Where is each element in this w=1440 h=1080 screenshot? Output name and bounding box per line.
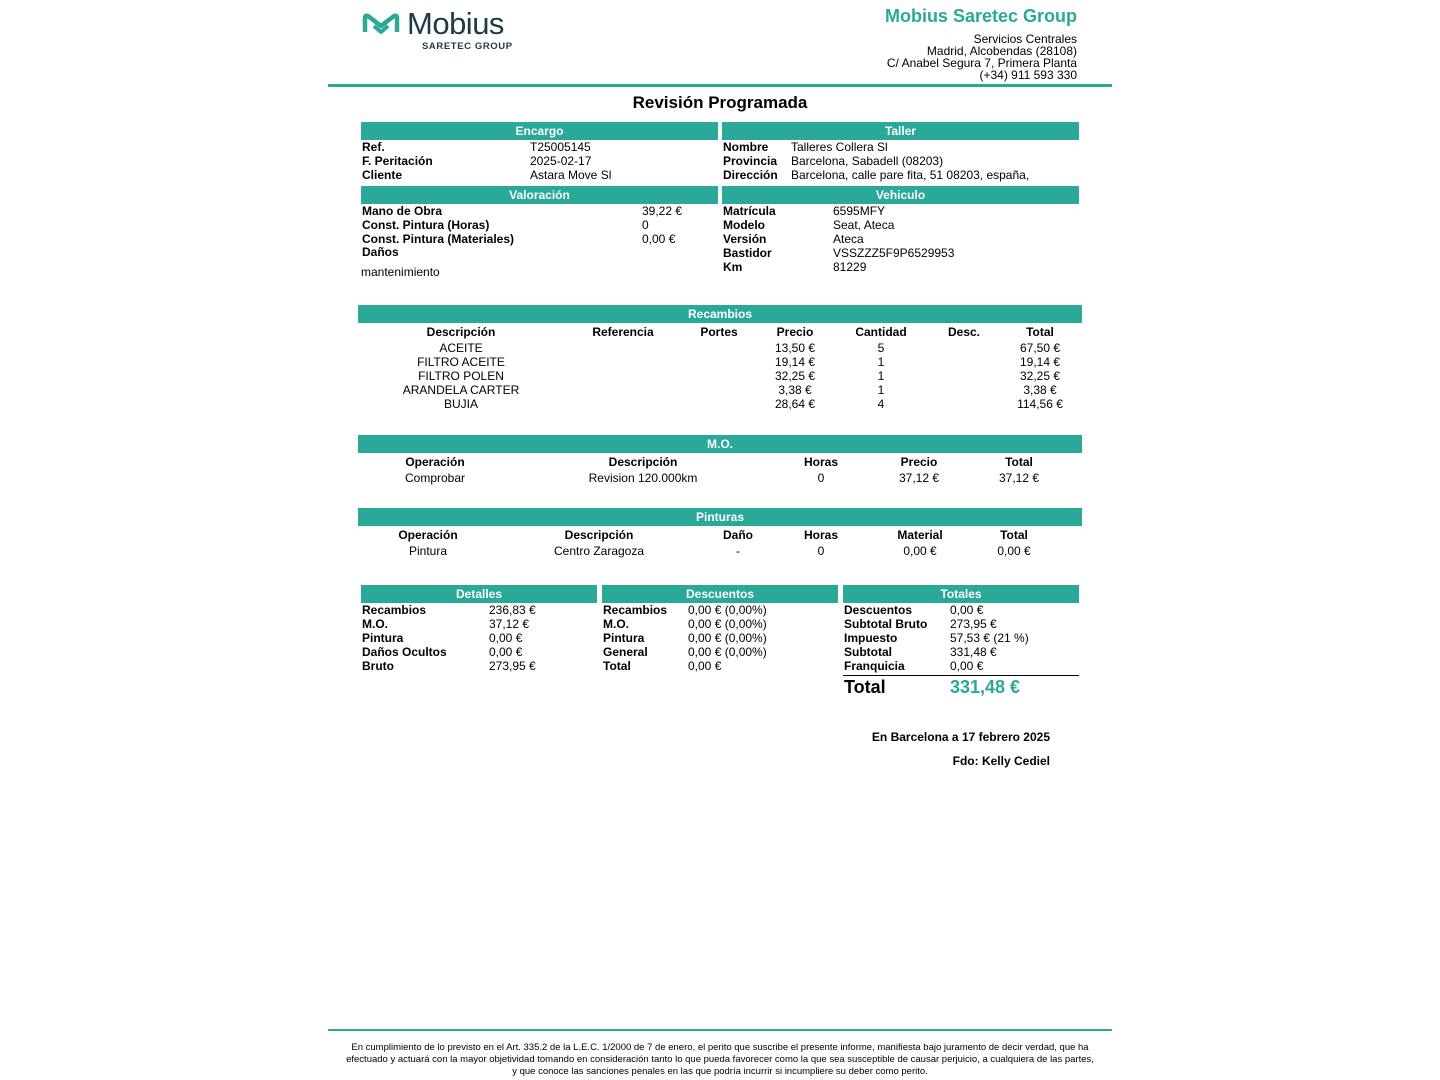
recambio-total: 32,25 € (1019, 369, 1061, 383)
legal-line: y que conoce las sanciones penales en las que podría incurrir si incumpliere su deber como perito. (512, 1066, 928, 1077)
totales-header: Totales (843, 585, 1079, 603)
totales-value: 331,48 € (950, 645, 997, 659)
totales-value: 0,00 € (950, 603, 984, 617)
valoracion-value: 0,00 € (642, 232, 676, 246)
descuentos-label: General (603, 645, 648, 659)
recambio-descripcion: FILTRO POLEN (418, 369, 504, 383)
detalles-value: 37,12 € (489, 617, 530, 631)
vehiculo-value: Seat, Ateca (833, 218, 895, 232)
mo-total: 37,12 € (998, 471, 1040, 485)
valoracion-value: 39,22 € (642, 204, 683, 218)
recambios-col-header: Total (1026, 325, 1054, 339)
recambio-cantidad: 1 (877, 383, 885, 397)
recambio-descripcion: BUJIA (443, 397, 479, 411)
recambio-descripcion: ACEITE (439, 341, 483, 355)
descuentos-value: 0,00 € (0,00%) (688, 645, 767, 659)
detalles-label: Recambios (362, 603, 427, 617)
mo-col-header: Operación (405, 455, 465, 469)
totales-label: Subtotal Bruto (844, 617, 928, 631)
pintura-dano: - (736, 544, 740, 558)
taller-label: Provincia (723, 154, 778, 168)
mo-col-header: Descripción (608, 455, 678, 469)
grand-total-label: Total (844, 677, 886, 697)
legal-footer (328, 1042, 1112, 1078)
encargo-value: T25005145 (530, 140, 591, 154)
pintura-operacion: Pintura (408, 544, 448, 558)
valoracion-label: Const. Pintura (Materiales) (362, 232, 515, 246)
vehiculo-value: 6595MFY (833, 204, 886, 218)
mo-precio: 37,12 € (898, 471, 940, 485)
recambio-precio: 32,25 € (774, 369, 816, 383)
descuentos-label: Recambios (603, 603, 668, 617)
encargo-value: Astara Move Sl (530, 168, 612, 182)
detalles-label: Daños Ocultos (362, 645, 447, 659)
detalles-label: Bruto (362, 659, 394, 673)
recambios-col-header: Cantidad (855, 325, 907, 339)
encargo-header: Encargo (361, 122, 718, 140)
totales-value: 57,53 € (21 %) (950, 631, 1029, 645)
recambio-total: 3,38 € (1023, 383, 1057, 397)
mo-horas: 0 (817, 471, 825, 485)
legal-line: efectuado y actuará con la mayor objetividad tomando en consideración tanto lo que pueda favorecer como la que sea susceptible de causar perjuicio, a cualquiera de las partes, (346, 1054, 1094, 1065)
address-line: (+34) 911 593 330 (979, 68, 1077, 82)
mo-header: M.O. (358, 435, 1082, 453)
document-title: Revisión Programada (632, 93, 808, 112)
recambios-col-header: Precio (776, 325, 814, 339)
detalles-value: 273,95 € (489, 659, 536, 673)
taller-value: Talleres Collera Sl (791, 140, 888, 154)
recambio-total: 67,50 € (1019, 341, 1061, 355)
vehiculo-value: 81229 (833, 260, 867, 274)
encargo-label: Cliente (362, 168, 403, 182)
recambios-col-header: Portes (700, 325, 738, 339)
danos-value: mantenimiento (361, 265, 440, 279)
recambio-descripcion: FILTRO ACEITE (417, 355, 505, 369)
mo-descripcion: Revision 120.000km (588, 471, 698, 485)
valoracion-label: Mano de Obra (362, 204, 443, 218)
address-line: Servicios Centrales (973, 32, 1077, 46)
totales-divider (843, 675, 1079, 676)
pinturas-header: Pinturas (358, 508, 1082, 526)
pinturas-col-header: Operación (398, 528, 458, 542)
vehiculo-label: Matrícula (723, 204, 776, 218)
recambio-cantidad: 1 (877, 355, 885, 369)
descuentos-value: 0,00 € (0,00%) (688, 617, 767, 631)
recambio-cantidad: 1 (877, 369, 885, 383)
encargo-label: F. Peritación (362, 154, 433, 168)
taller-label: Dirección (723, 168, 778, 182)
detalles-label: M.O. (362, 617, 388, 631)
recambio-total: 19,14 € (1019, 355, 1061, 369)
pintura-descripcion: Centro Zaragoza (553, 544, 645, 558)
place-date: En Barcelona a 17 febrero 2025 (871, 730, 1050, 744)
totales-value: 273,95 € (950, 617, 997, 631)
detalles-value: 236,83 € (489, 603, 536, 617)
header-divider (328, 84, 1112, 87)
legal-line: En cumplimiento de lo previsto en el Art. 335.2 de la L.E.C. 1/2000 de 7 de enero, el perito que suscribe el presente informe, manifiesta bajo juramento de decir verdad, que ha (351, 1042, 1089, 1053)
descuentos-value: 0,00 € (0,00%) (688, 631, 767, 645)
recambio-cantidad: 4 (877, 397, 885, 411)
vehiculo-header: Vehiculo (722, 186, 1079, 204)
pinturas-col-header: Material (897, 528, 943, 542)
totales-value: 0,00 € (950, 659, 984, 673)
recambio-precio: 28,64 € (774, 397, 816, 411)
pinturas-col-header: Daño (723, 528, 753, 542)
descuentos-label: Pintura (603, 631, 645, 645)
pintura-total: 0,00 € (997, 544, 1031, 558)
totales-label: Impuesto (844, 631, 898, 645)
pinturas-col-header: Horas (803, 528, 839, 542)
vehiculo-label: Versión (723, 232, 767, 246)
taller-header: Taller (722, 122, 1079, 140)
vehiculo-value: VSSZZZ5F9P6529953 (833, 246, 955, 260)
recambio-precio: 13,50 € (774, 341, 816, 355)
company-logo (362, 6, 522, 54)
taller-value: Barcelona, Sabadell (08203) (791, 154, 944, 168)
pintura-material: 0,00 € (903, 544, 937, 558)
address-line: C/ Anabel Segura 7, Primera Planta (886, 56, 1077, 70)
recambio-descripcion: ARANDELA CARTER (402, 383, 520, 397)
recambios-col-header: Referencia (592, 325, 654, 339)
totales-label: Franquicia (844, 659, 905, 673)
grand-total-value: 331,48 € (950, 677, 1021, 697)
recambio-precio: 3,38 € (778, 383, 812, 397)
company-name: Mobius Saretec Group (884, 6, 1077, 26)
valoracion-label: Const. Pintura (Horas) (362, 218, 490, 232)
valoracion-value: 0 (642, 218, 649, 232)
logo-subtitle: SARETEC GROUP (422, 41, 513, 52)
pinturas-col-header: Descripción (564, 528, 634, 542)
descuentos-value: 0,00 € (688, 659, 722, 673)
vehiculo-value: Ateca (833, 232, 864, 246)
pintura-horas: 0 (817, 544, 825, 558)
totales-label: Subtotal (844, 645, 892, 659)
vehiculo-label: Modelo (723, 218, 765, 232)
taller-label: Nombre (723, 140, 769, 154)
footer-divider (328, 1029, 1112, 1031)
address-line: Madrid, Alcobendas (28108) (926, 44, 1077, 58)
logo-wordmark: Mobius (407, 6, 504, 41)
totales-label: Descuentos (844, 603, 913, 617)
mobius-logo-icon (362, 12, 400, 36)
danos-label: Daños (362, 245, 399, 259)
detalles-value: 0,00 € (489, 631, 523, 645)
signed-by: Fdo: Kelly Cediel (952, 754, 1050, 768)
descuentos-label: Total (603, 659, 631, 673)
encargo-value: 2025-02-17 (530, 154, 592, 168)
descuentos-label: M.O. (603, 617, 629, 631)
recambio-total: 114,56 € (1017, 397, 1063, 411)
mo-col-header: Total (1005, 455, 1033, 469)
recambio-precio: 19,14 € (774, 355, 816, 369)
recambios-header: Recambios (358, 305, 1082, 323)
mo-col-header: Horas (803, 455, 839, 469)
mo-operacion: Comprobar (404, 471, 466, 485)
vehiculo-label: Km (723, 260, 743, 274)
mo-col-header: Precio (900, 455, 938, 469)
detalles-header: Detalles (361, 585, 597, 603)
recambios-col-header: Desc. (947, 325, 981, 339)
descuentos-value: 0,00 € (0,00%) (688, 603, 767, 617)
vehiculo-label: Bastidor (723, 246, 772, 260)
descuentos-header: Descuentos (602, 585, 838, 603)
taller-value: Barcelona, calle pare fita, 51 08203, españa, (791, 168, 1030, 182)
pinturas-col-header: Total (1000, 528, 1028, 542)
detalles-label: Pintura (362, 631, 404, 645)
recambio-cantidad: 5 (877, 341, 885, 355)
encargo-label: Ref. (362, 140, 385, 154)
detalles-value: 0,00 € (489, 645, 523, 659)
recambios-col-header: Descripción (426, 325, 496, 339)
valoracion-header: Valoración (361, 186, 718, 204)
company-address (877, 33, 1077, 81)
